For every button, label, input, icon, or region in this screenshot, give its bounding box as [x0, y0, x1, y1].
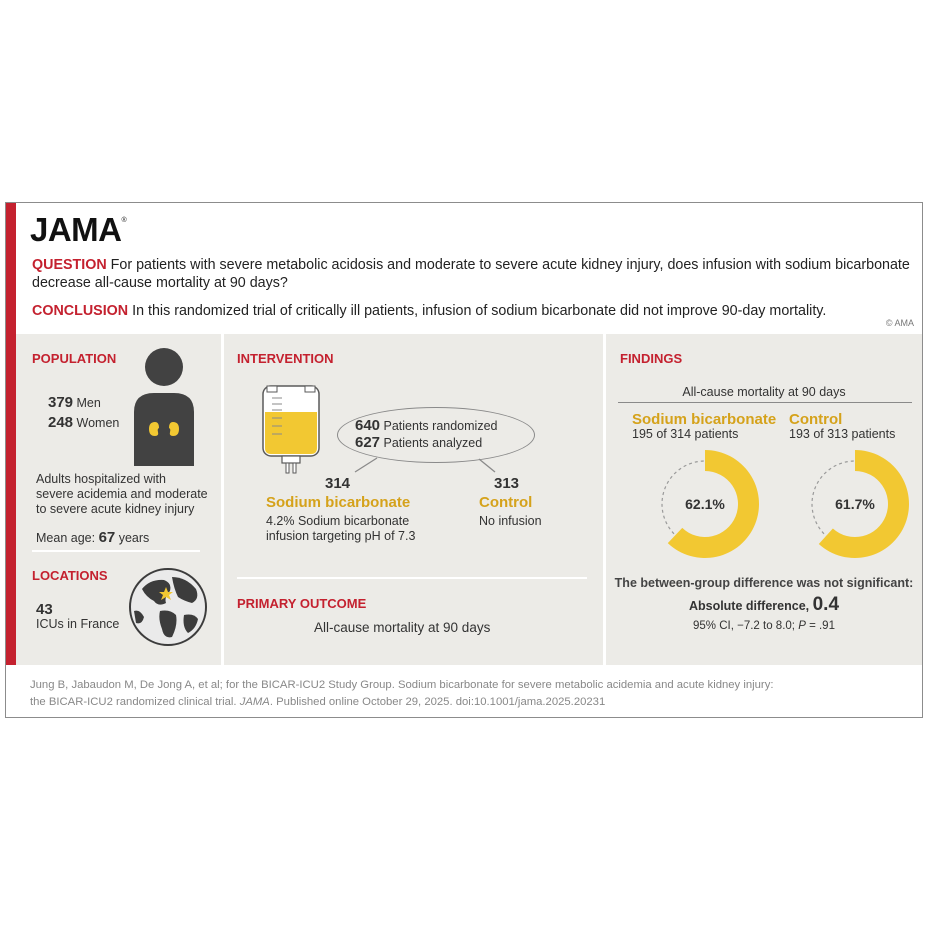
group1-count: 195 of 314 patients — [632, 427, 739, 441]
randomized-row: 640 Patients randomized — [355, 417, 498, 434]
accent-bar — [6, 203, 16, 665]
findings-heading: FINDINGS — [620, 351, 683, 366]
analyzed-row: 627 Patients analyzed — [355, 434, 483, 451]
section-divider — [32, 550, 200, 552]
visual-abstract-card — [5, 202, 923, 718]
locations-heading: LOCATIONS — [32, 568, 108, 583]
conclusion-text: In this randomized trial of critically ill patients, infusion of sodium bicarbonate did not improve 90-day mortality. — [132, 303, 827, 319]
intervention-heading: INTERVENTION — [237, 351, 334, 366]
group2-name: Control — [789, 411, 843, 428]
locations-info: 43 ICUs in France — [36, 601, 120, 631]
question-text: For patients with severe metabolic acidosis and moderate to severe acute kidney injury, does infusion with sodium bicarbonate decrease all-cause mortality at 90 days? — [32, 257, 910, 291]
arm1-count: 314 — [325, 475, 351, 492]
findings-subtitle: All-cause mortality at 90 days — [682, 385, 846, 399]
question-block — [32, 256, 912, 292]
section-divider — [237, 577, 587, 579]
copyright: © AMA — [885, 318, 914, 328]
donut-chart-sodium-bicarbonate — [650, 449, 760, 559]
citation: Jung B, Jabaudon M, De Jong A, et al; for the BICAR-ICU2 Study Group. Sodium bicarbonate for severe metabolic acidemia and acute kidney injury: the BICAR-ICU2 randomized clinical trial. JAMA. Published online October 29, 2025. doi:10.1001/jama.2025.20231 — [30, 679, 774, 708]
absolute-difference: Absolute difference, 0.4 — [688, 594, 840, 615]
conclusion-block — [32, 302, 912, 320]
arm2-name: Control — [479, 494, 533, 511]
arm2-count: 313 — [494, 475, 520, 492]
globe-icon — [128, 567, 208, 647]
question-label: QUESTION — [32, 257, 107, 273]
subtitle-rule — [618, 402, 912, 403]
conclusion-label: CONCLUSION — [32, 303, 129, 319]
content-panel — [16, 334, 922, 665]
mean-age: Mean age: 67 years — [36, 529, 150, 546]
difference-statement: The between-group difference was not significant: — [614, 576, 914, 590]
group2-count: 193 of 313 patients — [789, 427, 896, 441]
women-count-row: 248 Women — [48, 414, 120, 431]
primary-outcome-heading: PRIMARY OUTCOME — [237, 596, 367, 611]
donut-label: 62.1% — [685, 496, 725, 512]
donut-label: 61.7% — [835, 496, 875, 512]
arm1-description: 4.2% Sodium bicarbonate infusion targeting pH of 7.3 — [266, 514, 416, 543]
journal-logo: JAMA® — [30, 211, 127, 248]
confidence-interval: 95% CI, −7.2 to 8.0; P = .91 — [693, 620, 835, 632]
arm1-name: Sodium bicarbonate — [266, 494, 411, 511]
primary-outcome-text: All-cause mortality at 90 days — [314, 620, 491, 635]
group1-name: Sodium bicarbonate — [632, 411, 777, 428]
population-description: Adults hospitalized with severe acidemia and moderate to severe acute kidney injury — [36, 472, 208, 516]
donut-chart-control — [800, 449, 910, 559]
arm2-description: No infusion — [479, 514, 542, 528]
men-count-row: 379 Men — [48, 394, 101, 411]
population-heading: POPULATION — [32, 351, 117, 366]
